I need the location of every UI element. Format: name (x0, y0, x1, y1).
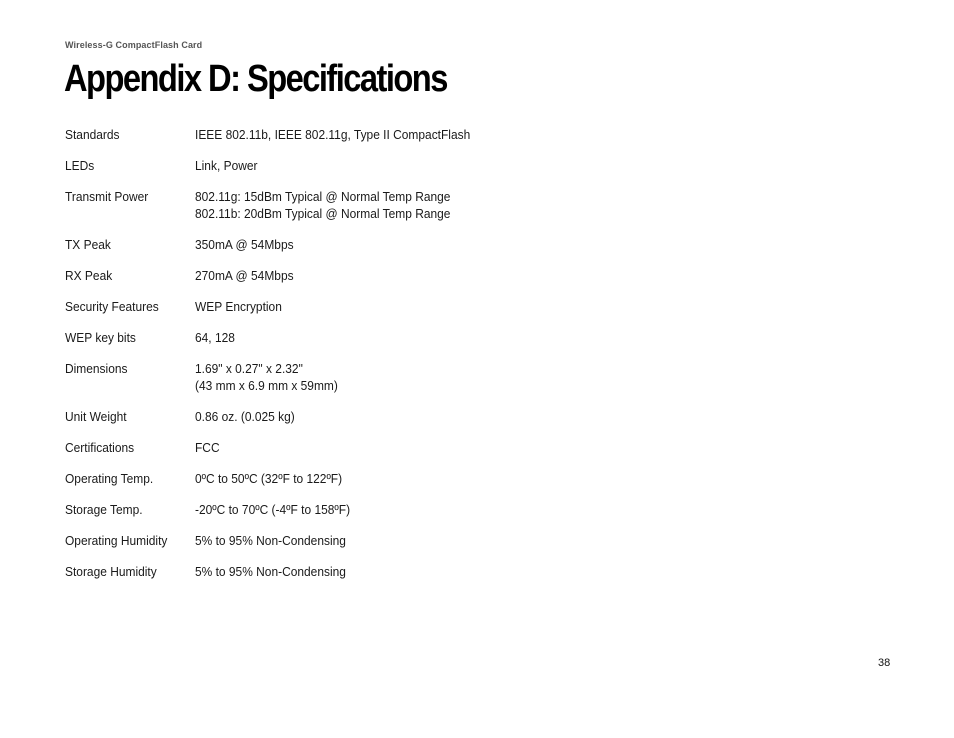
spec-row (65, 470, 665, 487)
spec-label: RX Peak (65, 268, 113, 283)
spec-value-line: -20ºC to 70ºC (-4ºF to 158ºF) (195, 502, 351, 517)
spec-value-line: 5% to 95% Non-Condensing (195, 564, 346, 579)
spec-value (195, 439, 627, 456)
spec-row (65, 267, 665, 284)
spec-value-line: 64, 128 (195, 330, 235, 345)
specifications-table (65, 126, 665, 580)
spec-value-line: Link, Power (195, 158, 258, 173)
spec-value (195, 126, 627, 143)
spec-value-line: FCC (195, 440, 220, 455)
running-header: Wireless-G CompactFlash Card (65, 40, 203, 50)
spec-value-line: 1.69" x 0.27" x 2.32" (195, 361, 303, 376)
spec-value-line: 0ºC to 50ºC (32ºF to 122ºF) (195, 471, 343, 486)
spec-value (195, 408, 627, 425)
spec-value (195, 329, 627, 346)
spec-label: WEP key bits (65, 330, 136, 345)
spec-label: LEDs (65, 158, 95, 173)
spec-value-line: IEEE 802.11b, IEEE 802.11g, Type II CompactFlash (195, 127, 471, 142)
spec-row (65, 360, 665, 394)
spec-row (65, 501, 665, 518)
spec-label: Transmit Power (65, 189, 149, 204)
spec-value-line: 802.11b: 20dBm Typical @ Normal Temp Range (195, 206, 451, 221)
spec-value (195, 470, 627, 487)
spec-row (65, 439, 665, 456)
spec-row (65, 126, 665, 143)
spec-row (65, 408, 665, 425)
spec-label: Storage Temp. (65, 502, 143, 517)
spec-row (65, 188, 665, 222)
spec-value (195, 563, 627, 580)
spec-row (65, 563, 665, 580)
spec-label: Certifications (65, 440, 135, 455)
spec-label: Dimensions (65, 361, 128, 376)
spec-label: Security Features (65, 299, 159, 314)
spec-value (195, 157, 627, 174)
spec-value-line: 270mA @ 54Mbps (195, 268, 294, 283)
spec-label: Operating Humidity (65, 533, 168, 548)
spec-value-line: WEP Encryption (195, 299, 282, 314)
spec-label: Standards (65, 127, 120, 142)
spec-label: Storage Humidity (65, 564, 157, 579)
spec-value-line: 802.11g: 15dBm Typical @ Normal Temp Range (195, 189, 451, 204)
spec-row (65, 236, 665, 253)
spec-row (65, 157, 665, 174)
page-title: Appendix D: Specifications (64, 58, 447, 100)
spec-label: Operating Temp. (65, 471, 154, 486)
spec-value (195, 360, 627, 394)
spec-value-line: (43 mm x 6.9 mm x 59mm) (195, 378, 338, 393)
spec-label: Unit Weight (65, 409, 127, 424)
spec-row (65, 532, 665, 549)
spec-value (195, 236, 627, 253)
spec-value-line: 5% to 95% Non-Condensing (195, 533, 346, 548)
spec-value (195, 298, 627, 315)
spec-value-line: 0.86 oz. (0.025 kg) (195, 409, 295, 424)
spec-value-line: 350mA @ 54Mbps (195, 237, 294, 252)
spec-value (195, 532, 627, 549)
spec-value (195, 188, 627, 222)
page-number: 38 (878, 657, 891, 669)
spec-value (195, 501, 627, 518)
spec-value (195, 267, 627, 284)
spec-label: TX Peak (65, 237, 111, 252)
spec-row (65, 298, 665, 315)
spec-row (65, 329, 665, 346)
